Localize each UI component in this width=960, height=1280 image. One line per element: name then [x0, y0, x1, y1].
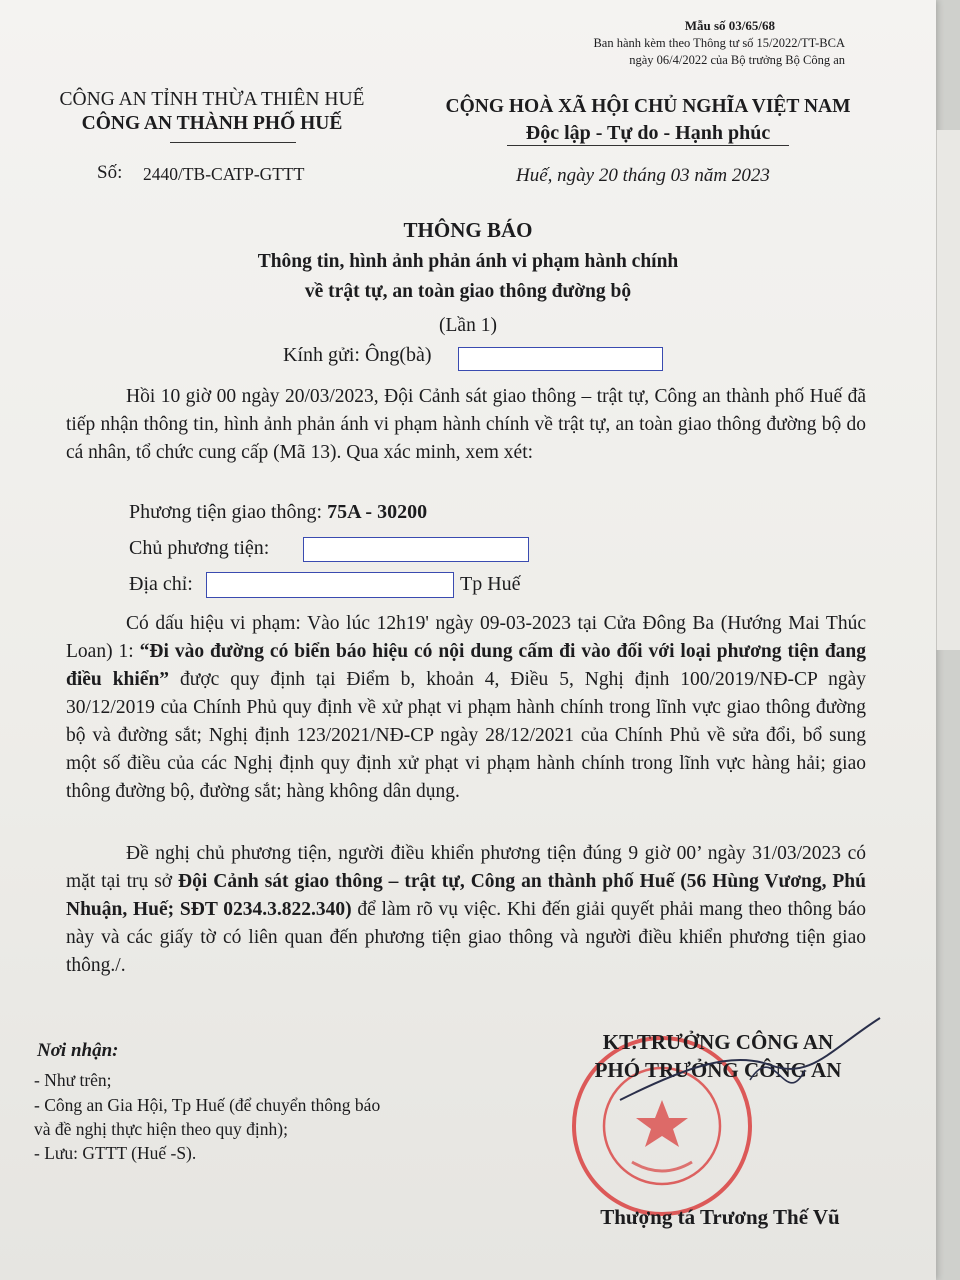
- vehicle-row: [129, 501, 427, 524]
- agency-header: [42, 88, 382, 136]
- doc-number: 2440/TB-CATP-GTTT: [143, 164, 305, 184]
- request-intro-text: Đề nghị chủ phương tiện, người điều khiển phương tiện đúng 9 giờ 00’ ngày 31/03/2023 có mặt tại trụ sở: [66, 843, 866, 892]
- nation-header: [428, 94, 868, 146]
- recipient-item-2: - Công an Gia Hội, Tp Huế (để chuyển thông báo: [34, 1095, 381, 1115]
- handwritten-signature: [600, 1010, 890, 1130]
- violation-legal-basis: được quy định tại Điểm b, khoản 4, Điều 5, Nghị định 100/2019/NĐ-CP ngày 30/12/2019 của Chính Phủ quy định về xử phạt vi phạm hành chính trong lĩnh vực giao thông đường bộ và đường sắt; Nghị định 123/2021/NĐ-CP ngày 28/12/2021 của Chính Phủ về sửa đổi, bổ sung một số điều của các Nghị định quy định xử phạt vi phạm hành chính trong lĩnh vực hàng hải; giao thông đường bộ, đường sắt; hàng không dân dụng.: [66, 669, 866, 802]
- address-city: Tp Huế: [460, 573, 521, 595]
- notice-round: (Lần 1): [439, 315, 497, 336]
- request-instructions: để làm rõ vụ việc. Khi đến giải quyết phải mang theo thông báo này và các giấy tờ có liên quan đến phương tiện giao thông và người điều khiển phương tiện giao thông./.: [66, 899, 866, 976]
- vehicle-plate: 75A - 30200: [327, 501, 428, 523]
- address-label: Địa chỉ:: [129, 573, 193, 595]
- request-paragraph: [66, 840, 866, 980]
- recipient-item-3: và đề nghị thực hiện theo quy định);: [34, 1119, 288, 1139]
- document-title: THÔNG BÁO: [403, 218, 533, 242]
- form-number: Mẫu số 03/65/68: [684, 18, 775, 33]
- violation-intro-text: Có dấu hiệu vi phạm: Vào lúc 12h19' ngày 09-03-2023 tại Cửa Đông Ba (Hướng Mai Thúc Loan) 1:: [66, 613, 866, 662]
- document-subtitle-1: Thông tin, hình ảnh phản ánh vi phạm hành chính: [257, 251, 679, 272]
- background-paper-edge: [936, 130, 960, 650]
- violation-paragraph: [66, 610, 866, 806]
- doc-number-label: Số:: [97, 162, 123, 183]
- nation-motto: Độc lập - Tự do - Hạnh phúc: [525, 122, 771, 144]
- nation-name: CỘNG HOÀ XÃ HỘI CHỦ NGHĨA VIỆT NAM: [445, 96, 851, 117]
- vehicle-label: Phương tiện giao thông:: [129, 501, 323, 523]
- owner-label: Chủ phương tiện:: [129, 537, 270, 559]
- signature-title-2: PHÓ TRƯỞNG CÔNG AN: [594, 1058, 842, 1082]
- redacted-address: [206, 572, 454, 598]
- form-issued-line1: Ban hành kèm theo Thông tư số 15/2022/TT-BCA: [593, 36, 845, 50]
- signature-title-1: KT.TRƯỞNG CÔNG AN: [602, 1030, 834, 1054]
- intro-paragraph: [66, 383, 866, 467]
- recipient-label: Kính gửi: Ông(bà): [283, 344, 432, 366]
- recipient-item-1: - Như trên;: [34, 1070, 112, 1090]
- request-office: Đội Cảnh sát giao thông – trật tự, Công an thành phố Huế (56 Hùng Vương, Phú Nhuận, Huế; SĐT 0234.3.822.340): [66, 871, 867, 920]
- issue-date: Huế, ngày 20 tháng 03 năm 2023: [516, 165, 770, 186]
- agency-parent: CÔNG AN TỈNH THỪA THIÊN HUẾ: [59, 89, 365, 110]
- redacted-owner-name: [303, 537, 529, 562]
- signer-name: Thượng tá Trương Thế Vũ: [600, 1205, 840, 1229]
- agency-underline: [170, 142, 296, 143]
- violation-description: “Đi vào đường có biển báo hiệu có nội dung cấm đi vào đối với loại phương tiện đang điều khiển”: [66, 641, 867, 690]
- motto-underline: [507, 145, 789, 146]
- agency-unit: CÔNG AN THÀNH PHỐ HUẾ: [81, 113, 343, 134]
- form-issued-line2: ngày 06/4/2022 của Bộ trưởng Bộ Công an: [629, 53, 845, 67]
- recipient-item-4: - Lưu: GTTT (Huế -S).: [34, 1143, 197, 1163]
- document-subtitle-2: về trật tự, an toàn giao thông đường bộ: [304, 281, 632, 302]
- intro-text: Hồi 10 giờ 00 ngày 20/03/2023, Đội Cảnh sát giao thông – trật tự, Công an thành phố Huế đã tiếp nhận thông tin, hình ảnh phản ánh vi phạm hành chính về trật tự, an toàn giao thông đường bộ do cá nhân, tổ chức cung cấp (Mã 13). Qua xác minh, xem xét:: [66, 386, 866, 463]
- redacted-recipient-name: [458, 347, 663, 371]
- recipients-title: Nơi nhận:: [37, 1040, 119, 1061]
